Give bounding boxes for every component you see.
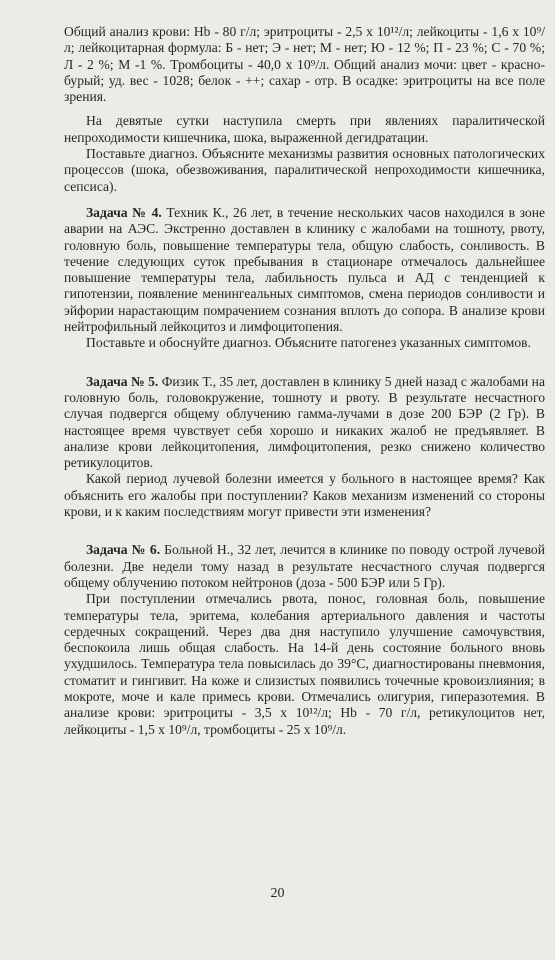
- case-question: Поставьте диагноз. Объясните механизмы развития основных патологических процессов (шока, обезвоживания, паралитической непроходимости кишечника, сепсиса).: [64, 146, 545, 194]
- task-4-text: Техник К., 26 лет, в течение нескольких часов находился в зоне аварии на АЭС. Экстренно доставлен в клинику с жалобами на тошноту, рвоту, головную боль, повышение температуры тела, общую слабость, сонливость. В течение следующих суток пребывания в стационаре отмечалось дальнейшее повышение температуры тела, лабильность пульса и АД с тенденцией к гипотензии, появление менингеальных симптомов, смена периодов сонливости и эйфории нарастающим помрачением сознания вплоть до сопора. В анализе крови нейтрофильный лейкоцитоз и лимфоцитопения.: [64, 204, 546, 335]
- task-4-label: Задача № 4.: [86, 204, 162, 220]
- case-lab-results: Общий анализ крови: Hb - 80 г/л; эритроциты - 2,5 х 10¹²/л; лейкоциты - 1,6 х 10⁹/л; лейкоцитарная формула: Б - нет; Э - нет; М - нет; Ю - 12 %; П - 23 %; С - 70 %; Л - 2 %; М -1 %. Тромбоциты - 40,0 х 10⁹/л. Общий анализ мочи: цвет - красно-бурый; уд. вес - 1028; белок - ++; сахар - отр. В осадке: эритроциты на все поле зрения.: [64, 24, 545, 105]
- task-4: [64, 205, 545, 335]
- task-5-text: Физик Т., 35 лет, доставлен в клинику 5 дней назад с жалобами на головную боль, головокружение, тошноту и рвоту. В результате несчастного случая подвергся общему облучению гамма-лучами в дозе 200 БЭР (2 Гр). В настоящее время чувствует себя хорошо и никаких жалоб не предъявляет. В анализе крови лейкоцитопения, лимфоцитопения, резко снижено количество ретикулоцитов.: [64, 373, 545, 471]
- task-6-text: Больной Н., 32 лет, лечится в клинике по поводу острой лучевой болезни. Две недели тому назад в результате несчастного случая подвергся общему облучению потоком нейтронов (доза - 500 БЭР или 5 Гр).: [64, 542, 545, 590]
- task-6: [64, 542, 545, 591]
- task-6-label: Задача № 6.: [86, 542, 161, 558]
- task-5-question: Какой период лучевой болезни имеется у больного в настоящее время? Как объяснить его жалобы при поступлении? Каков механизм изменений со стороны крови, и к каким последствиям могут привести эти изменения?: [64, 471, 545, 520]
- page-number: 20: [270, 886, 285, 901]
- task-4-question: Поставьте и обоснуйте диагноз. Объясните патогенез указанных симптомов.: [86, 335, 531, 351]
- task-5: [64, 374, 545, 472]
- case-outcome: На девятые сутки наступила смерть при явлениях паралитической непроходимости кишечника, шока, выраженной дегидратации.: [64, 113, 545, 145]
- task-5-label: Задача № 5.: [86, 373, 159, 389]
- task-6-course: При поступлении отмечались рвота, понос, головная боль, повышение температуры тела, эритема, колебания артериального давления и частоты сердечных сокращений. Через два дня наступило улучшение самочувствия, беспокоила лишь общая слабость. На 14-й день состояние больного вновь ухудшилось. Температура тела повысилась до 39°С, диагностированы пневмония, стоматит и гингивит. На коже и слизистых появились точечные кровоизлияния; в мокроте, моче и кале примесь крови. Отмечались олигурия, гиперазотемия. В анализе крови: эритроциты - 3,5 х 10¹²/л; Hb - 70 г/л, ретикулоцитов нет, лейкоциты - 1,5 х 10⁹/л, тромбоциты - 25 х 10⁹/л.: [64, 591, 545, 737]
